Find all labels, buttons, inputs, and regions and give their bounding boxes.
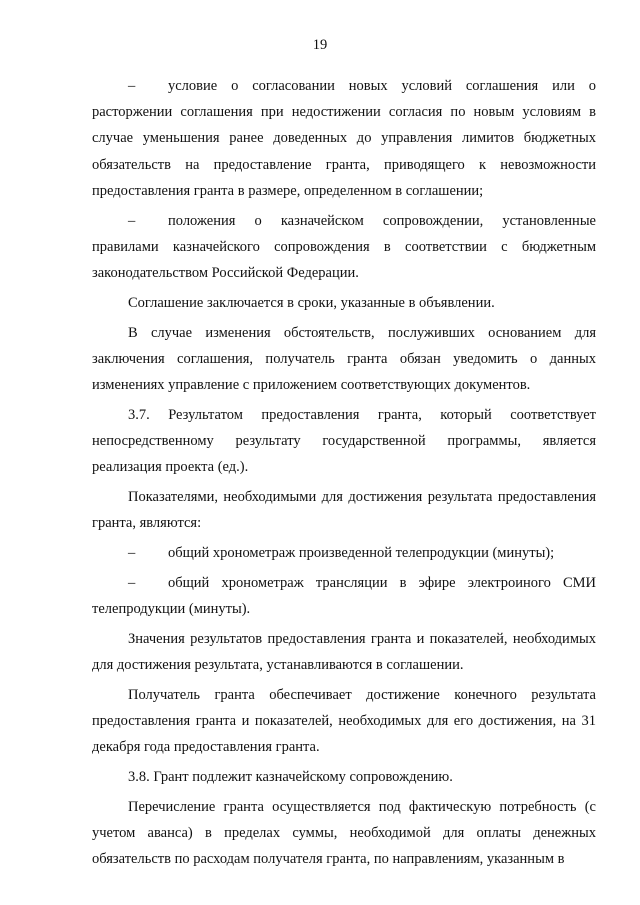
paragraph-text: общий хронометраж трансляции в эфире электроиного СМИ телепродукции (минуты). [92, 574, 596, 618]
paragraph: Показателями, необходимыми для достижения результата предоставления гранта, являются: [92, 489, 596, 532]
paragraph-section-3-7: 3.7. Результатом предоставления гранта, который соответствует непосредственному результату государственной программы, является реализация проекта (ед.). [92, 406, 596, 476]
paragraph-section-3-8: 3.8. Грант подлежит казначейскому сопровождению. [128, 769, 453, 786]
paragraph-text: положения о казначейском сопровождении, установленные правилами казначейского сопровождения в соответствии с бюджетным законодательством Российской Федерации. [92, 212, 596, 282]
paragraph-dash-item [92, 540, 596, 566]
paragraph-dash-item [92, 208, 596, 287]
document-body [92, 73, 596, 876]
paragraph: В случае изменения обстоятельств, послуживших основанием для заключения соглашения, получатель гранта обязан уведомить о данных изменениях управление с приложением соответствующих документов. [92, 324, 596, 394]
paragraph-text: условие о согласовании новых условий соглашения или о расторжении соглашения при недостижении согласия по новым условиям в случае уменьшения ранее доведенных до управления лимитов бюджетных обязательств на предоставление гранта, приводящего к невозможности предоставления гранта в размере, определенном в соглашении; [92, 78, 596, 199]
paragraph: Получатель гранта обеспечивает достижение конечного результата предоставления гранта и показателей, необходимых для его достижения, на 31 декабря года предоставления гранта. [92, 686, 596, 756]
paragraph: Перечисление гранта осуществляется под фактическую потребность (с учетом аванса) в пределах суммы, необходимой для оплаты денежных обязательств по расходам получателя гранта, по направлениям, указанным в [92, 798, 596, 868]
dash-marker: – [128, 574, 136, 591]
paragraph-dash-item [92, 73, 596, 204]
dash-marker: – [128, 78, 136, 94]
paragraph: Значения результатов предоставления гранта и показателей, необходимых для достижения результата, устанавливаются в соглашении. [92, 630, 596, 674]
paragraph-dash-item [92, 570, 596, 622]
paragraph: Соглашение заключается в сроки, указанные в объявлении. [128, 294, 495, 311]
paragraph-text: общий хронометраж произведенной телепродукции (минуты); [168, 545, 555, 562]
page-number: 19 [312, 37, 328, 53]
dash-marker: – [128, 545, 136, 562]
dash-marker: – [128, 212, 136, 229]
